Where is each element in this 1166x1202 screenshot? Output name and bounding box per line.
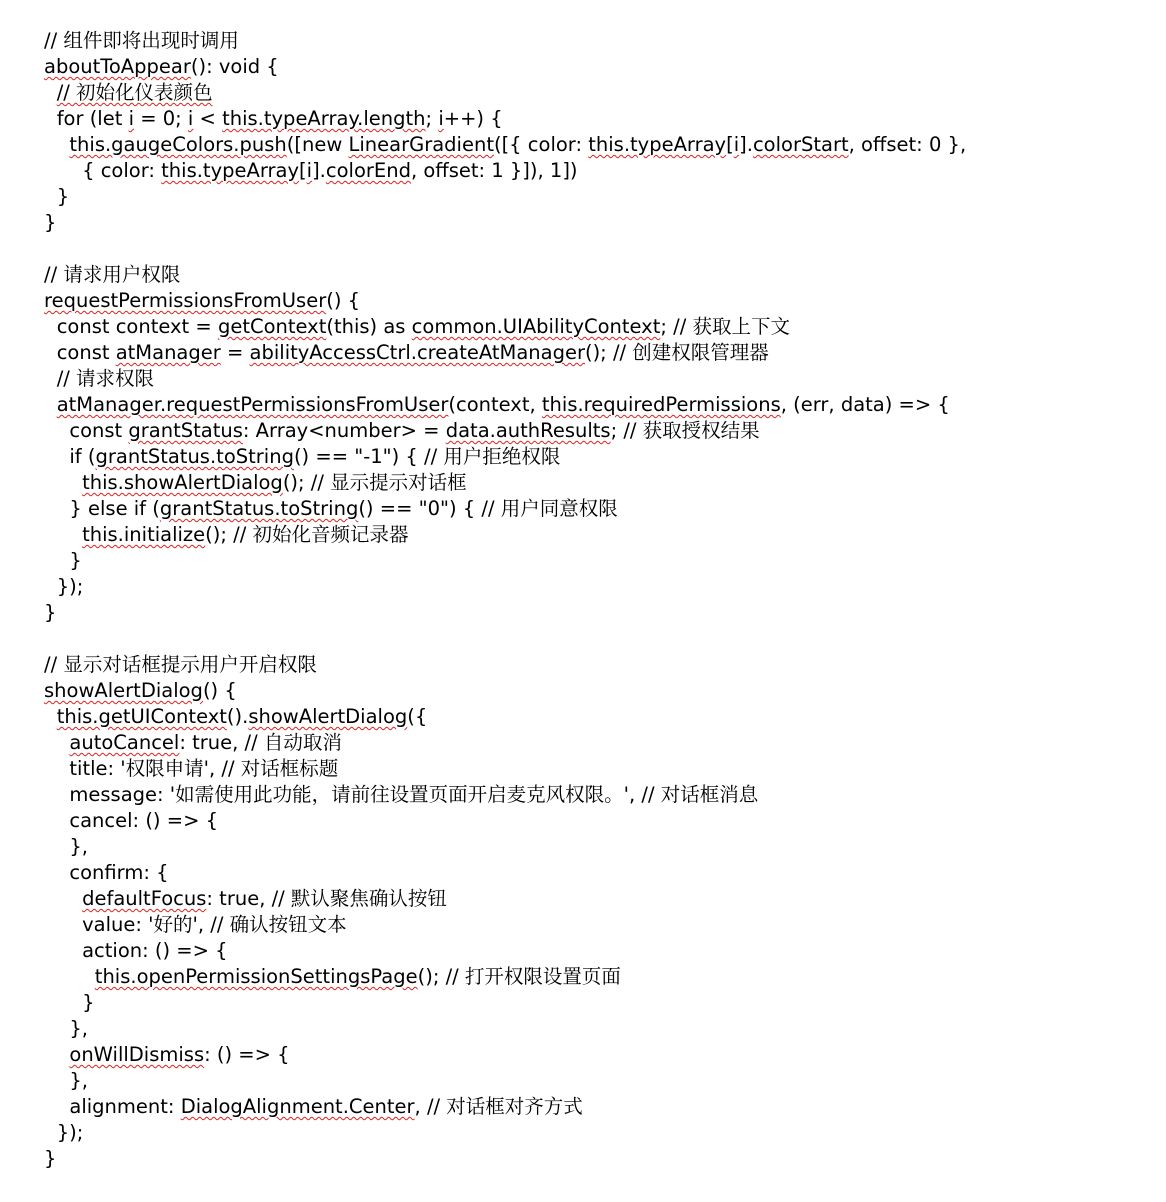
code-text: alignment: [69, 1095, 181, 1118]
code-line [44, 366, 1154, 392]
code-text: if ( [69, 445, 96, 468]
spellcheck-flagged-text: this.typeArray [161, 159, 300, 182]
code-line [44, 912, 1154, 938]
code-line [44, 1094, 1154, 1120]
code-text: }, [69, 835, 88, 858]
spellcheck-flagged-text: i [438, 107, 444, 130]
code-text: } [82, 991, 95, 1014]
code-line [44, 80, 1154, 106]
code-line [44, 184, 1154, 210]
code-text: ]. [739, 133, 753, 156]
code-line [44, 964, 1154, 990]
code-line [44, 730, 1154, 756]
code-text: }, [69, 1017, 88, 1040]
code-text: ; [425, 107, 439, 130]
code-text: (). [226, 705, 249, 728]
code-line [44, 392, 1154, 418]
code-text: }); [56, 1121, 84, 1144]
code-text: () == "0") { // 用户同意权限 [358, 497, 618, 520]
code-text: , // 对话框对齐方式 [414, 1095, 583, 1118]
spellcheck-flagged-text: showAlertDialog [248, 705, 408, 728]
code-text: value: '好的', // 确认按钮文本 [82, 913, 347, 936]
code-text: } [44, 601, 57, 624]
code-line [44, 1042, 1154, 1068]
spellcheck-flagged-text: atManager [115, 341, 221, 364]
code-line [44, 860, 1154, 886]
code-line [44, 314, 1154, 340]
code-text: ]. [312, 159, 326, 182]
spellcheck-flagged-text: DialogAlignment.Center [180, 1095, 415, 1118]
code-text: const [69, 419, 129, 442]
code-text: // 请求用户权限 [44, 263, 181, 286]
code-text: action: () => { [82, 939, 228, 962]
code-text: } [44, 1147, 57, 1170]
code-text: { color: [82, 159, 162, 182]
code-text: confirm: { [69, 861, 169, 884]
code-line [44, 158, 1154, 184]
spellcheck-flagged-text: getContext [217, 315, 327, 338]
code-text: [ [299, 159, 307, 182]
code-text: for (let [56, 107, 129, 130]
code-line [44, 574, 1154, 600]
spellcheck-flagged-text: colorEnd [325, 159, 411, 182]
code-text: , offset: 0 }, [848, 133, 967, 156]
code-text: , offset: 1 }]), 1]) [410, 159, 578, 182]
code-line [44, 288, 1154, 314]
code-text: < [193, 107, 223, 130]
code-line [44, 548, 1154, 574]
code-text: } [69, 549, 82, 572]
spellcheck-flagged-text: grantStatus [128, 419, 243, 442]
code-text: // 请求权限 [56, 367, 155, 390]
code-text: ([new [286, 133, 349, 156]
spellcheck-flagged-text: this.showAlertDialog [82, 471, 283, 494]
spellcheck-flagged-text: i [306, 159, 313, 182]
spellcheck-flagged-text: this.typeArray.length [222, 107, 426, 130]
code-text: } else if ( [69, 497, 160, 520]
spellcheck-flagged-text: this.initialize [82, 523, 206, 546]
code-text: message: '如需使用此功能，请前往设置页面开启麦克风权限。', // 对话框消息 [69, 783, 759, 806]
spellcheck-flagged-text: autoCancel [69, 731, 180, 754]
spellcheck-flagged-text: colorStart [752, 133, 849, 156]
code-line [44, 54, 1154, 80]
code-line [44, 340, 1154, 366]
code-text: }, [69, 1069, 88, 1092]
spellcheck-flagged-text: requestPermissionsFromUser [44, 289, 327, 312]
spellcheck-flagged-text: onWillDismiss [69, 1043, 205, 1066]
code-line [44, 470, 1154, 496]
code-line [44, 782, 1154, 808]
code-line [44, 262, 1154, 288]
spellcheck-flagged-text: i [733, 133, 740, 156]
code-text: ([{ color: [493, 133, 589, 156]
code-text: const [56, 341, 116, 364]
code-text: (); // 创建权限管理器 [584, 341, 769, 364]
code-line [44, 236, 1154, 262]
code-line [44, 132, 1154, 158]
spellcheck-flagged-text: common.UIAbilityContext [411, 315, 661, 338]
code-line [44, 886, 1154, 912]
spellcheck-flagged-text: aboutToAppear [44, 55, 191, 78]
spellcheck-flagged-text: // 初始化仪表颜色 [56, 81, 213, 104]
code-line [44, 28, 1154, 54]
code-line [44, 418, 1154, 444]
code-text: ++) { [443, 107, 503, 130]
code-text: title: '权限申请', // 对话框标题 [69, 757, 339, 780]
spellcheck-flagged-text: i [187, 107, 194, 130]
spellcheck-flagged-text: i [128, 107, 134, 130]
code-text: (context, [448, 393, 542, 416]
code-text: , (err, data) => { [780, 393, 950, 416]
code-line [44, 1146, 1154, 1172]
code-text: (this) as [326, 315, 412, 338]
spellcheck-flagged-text: this.openPermissionSettingsPage [94, 965, 418, 988]
code-text: // 显示对话框提示用户开启权限 [44, 653, 317, 676]
code-document [44, 28, 1154, 1172]
code-text: // 组件即将出现时调用 [44, 29, 239, 52]
code-line [44, 210, 1154, 236]
code-line [44, 106, 1154, 132]
code-line [44, 1120, 1154, 1146]
code-text: (); // 初始化音频记录器 [205, 523, 409, 546]
code-line [44, 938, 1154, 964]
spellcheck-flagged-text: this.getUIContext [56, 705, 227, 728]
code-line [44, 834, 1154, 860]
code-line [44, 678, 1154, 704]
spellcheck-flagged-text: data.authResults [445, 419, 611, 442]
code-line [44, 600, 1154, 626]
code-text: (); // 显示提示对话框 [282, 471, 467, 494]
code-line [44, 444, 1154, 470]
spellcheck-flagged-text: showAlertDialog [44, 679, 203, 702]
code-text: : Array<number> = [242, 419, 446, 442]
code-line [44, 1068, 1154, 1094]
code-text: cancel: () => { [69, 809, 219, 832]
code-text: [ [726, 133, 734, 156]
code-text: () { [326, 289, 361, 312]
code-line [44, 756, 1154, 782]
code-line [44, 626, 1154, 652]
spellcheck-flagged-text: atManager.requestPermissionsFromUser [56, 393, 449, 416]
code-text: (): void { [190, 55, 279, 78]
code-line [44, 704, 1154, 730]
spellcheck-flagged-text: abilityAccessCtrl.createAtManager [249, 341, 585, 364]
code-text: () { [202, 679, 237, 702]
code-text: () == "-1") { // 用户拒绝权限 [293, 445, 561, 468]
code-line [44, 652, 1154, 678]
code-line [44, 496, 1154, 522]
code-line [44, 990, 1154, 1016]
spellcheck-flagged-text: LinearGradient [348, 133, 494, 156]
code-line [44, 522, 1154, 548]
code-text: = 0; [134, 107, 188, 130]
code-text: ; // 获取授权结果 [610, 419, 760, 442]
code-line [44, 808, 1154, 834]
code-text: : true, // 默认聚焦确认按钮 [206, 887, 447, 910]
spellcheck-flagged-text: this.typeArray [588, 133, 727, 156]
code-text: = [220, 341, 250, 364]
code-text: : () => { [204, 1043, 290, 1066]
code-text: } [44, 211, 57, 234]
code-text: ({ [407, 705, 428, 728]
code-text: (); // 打开权限设置页面 [417, 965, 621, 988]
code-text: } [56, 185, 70, 208]
spellcheck-flagged-text: defaultFocus [82, 887, 207, 910]
code-line [44, 1016, 1154, 1042]
code-text: const context = [56, 315, 218, 338]
spellcheck-flagged-text: this.requiredPermissions [541, 393, 781, 416]
spellcheck-flagged-text: this.gaugeColors.push [69, 133, 287, 156]
code-text: ; // 获取上下文 [660, 315, 790, 338]
code-text: }); [56, 575, 84, 598]
code-text: : true, // 自动取消 [179, 731, 342, 754]
spellcheck-flagged-text: grantStatus.toString [95, 445, 294, 468]
spellcheck-flagged-text: grantStatus.toString [159, 497, 359, 520]
